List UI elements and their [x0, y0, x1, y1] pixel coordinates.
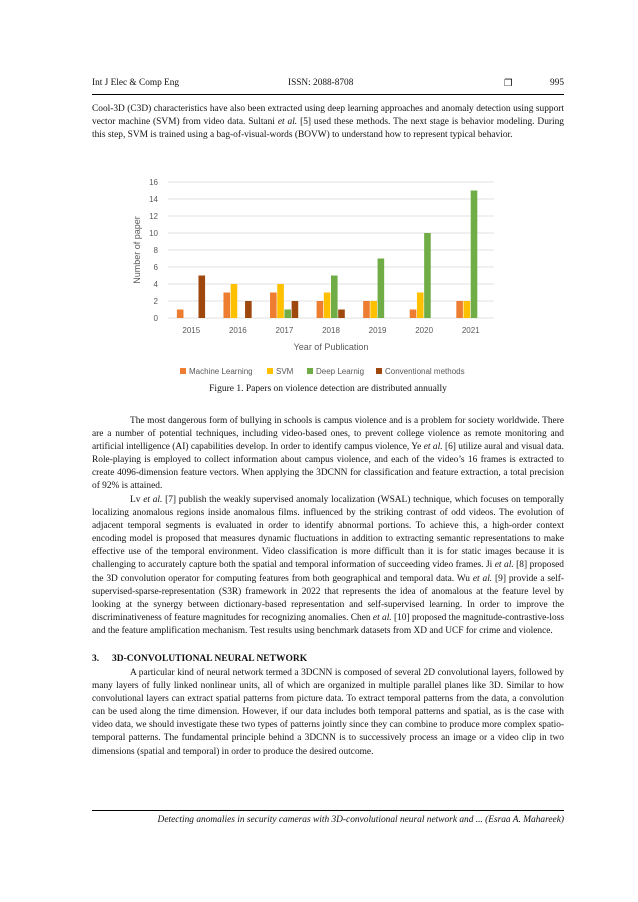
- y-tick-label: 12: [149, 212, 158, 221]
- bar-conventional-methods: [338, 310, 345, 319]
- y-tick-label: 14: [149, 195, 158, 204]
- legend-label: Deep Learnig: [316, 367, 365, 376]
- text-run: [9] provide a self-supervised-sparse-representation (S3R) framework in 2022 that represents the idea of anomalous at the feature level by looking at the synergy between dictionary-based representation and self-supervised learning. In order to improve the discriminativeness of feature magnitudes for recognizing anomalies. Chen: [92, 573, 565, 623]
- y-tick-label: 10: [149, 229, 158, 238]
- x-axis-label: Year of Publication: [293, 342, 369, 352]
- legend-label: Machine Learning: [189, 367, 253, 376]
- legend-swatch: [376, 368, 382, 374]
- italic-run: et al.: [472, 573, 493, 584]
- bar-machine-learning: [317, 301, 324, 318]
- paragraph-2: [92, 415, 564, 494]
- bar-conventional-methods: [245, 301, 252, 318]
- header-rule: [92, 94, 564, 95]
- bar-machine-learning: [456, 301, 463, 318]
- text-run: [10] proposed the magnitude-contrastive-loss and the feature amplification mechanism. Test results using benchmark datasets from XD and UCF for crime and violence.: [92, 612, 565, 636]
- page-number: 995: [550, 78, 564, 88]
- bar-svm: [231, 284, 238, 318]
- x-tick-label: 2020: [415, 326, 434, 335]
- x-tick-label: 2018: [322, 326, 340, 335]
- italic-run: et al.: [372, 612, 392, 623]
- text-run: Lv: [130, 495, 144, 505]
- italic-run: et al.: [494, 560, 514, 571]
- section-title: 3D-CONVOLUTIONAL NEURAL NETWORK: [112, 654, 308, 664]
- bar-svm: [277, 284, 284, 318]
- bar-conventional-methods: [292, 301, 299, 318]
- bar-svm: [370, 301, 377, 318]
- journal-name: Int J Elec & Comp Eng: [92, 78, 180, 88]
- page-footer: Detecting anomalies in security cameras with 3D-convolutional neural network and ... (Esraa A. Mahareek): [157, 815, 564, 825]
- y-axis-label: Number of paper: [132, 216, 142, 284]
- figure-1: [92, 168, 564, 390]
- y-tick-label: 2: [153, 297, 158, 306]
- paragraph-4: [92, 667, 564, 759]
- paragraph-3: [92, 494, 564, 638]
- text-run: A particular kind of neural network termed a 3DCNN is composed of several 2D convolutional layers, followed by many layers of fully linked nonlinear units, all of which are organized in multiple parallel planes like 3D. Similar to how convolutional layers can extract spatial patterns from picture data. To extract temporal patterns from the data, a convolution can be used along the time dimension. However, if our data includes both temporal patterns and spatial, as is the case with video data, we should investigate these two types of patterns jointly since they can combine to produce more complex spatio-temporal patterns. The fundamental principle behind a 3DCNN is to successively process an image or a video clip in two dimensions (spatial and temporal) in order to produce the desired outcome.: [92, 668, 564, 757]
- legend-swatch: [267, 368, 273, 374]
- italic-run: et al.: [143, 495, 163, 505]
- bar-deep-learnig: [331, 276, 338, 319]
- intro-paragraph: [92, 103, 564, 142]
- legend-swatch: [180, 368, 186, 374]
- text-run: Cool-3D (C3D) characteristics have also been extracted using deep learning approaches and anomaly detection using support vector machine (SVM) from video data. Sultani: [92, 104, 564, 128]
- bar-svm: [417, 293, 424, 319]
- y-tick-label: 4: [153, 280, 158, 289]
- y-tick-label: 6: [153, 263, 158, 272]
- italic-run: et al.: [277, 117, 298, 128]
- y-tick-label: 8: [153, 246, 158, 255]
- bar-deep-learnig: [424, 233, 431, 318]
- x-tick-label: 2019: [368, 326, 387, 335]
- page-header: [92, 78, 564, 94]
- legend-swatch: [307, 368, 313, 374]
- y-tick-label: 0: [153, 314, 158, 323]
- box-icon: ❒: [504, 79, 513, 89]
- legend-label: SVM: [276, 367, 294, 376]
- bar-machine-learning: [363, 301, 370, 318]
- text-run: [5] used these methods. The next stage is behavior modeling. During this step, SVM is trained using a bag-of-visual-words (BOVW) to understand how to represent typical behavior.: [92, 117, 564, 141]
- bar-machine-learning: [410, 310, 417, 319]
- text-run: The most dangerous form of bullying in schools is campus violence and is a problem for society worldwide. There are a number of potential techniques, including video-based ones, to prevent college violence as remote monitoring and artificial intelligence (AI) capabilities develop. In order to identify campus violence, Ye: [92, 416, 564, 453]
- bar-chart: [92, 168, 564, 390]
- bar-deep-learnig: [284, 310, 291, 319]
- footer-rule: [92, 810, 564, 811]
- issn: ISSN: 2088-8708: [288, 78, 354, 88]
- text-run: [6] utilize aural and visual data. Role-playing is employed to collect information about campus violence, and each of the video’s 16 frames is extracted to create 4096-dimension feature vectors. When applying the 3DCNN for classification and feature extraction, a total precision of 92% is attained.: [92, 442, 565, 492]
- bar-machine-learning: [177, 310, 184, 319]
- bar-svm: [464, 301, 471, 318]
- figure-caption: Figure 1. Papers on violence detection are distributed annually: [209, 384, 447, 394]
- y-tick-label: 16: [149, 178, 158, 187]
- bar-conventional-methods: [198, 276, 205, 319]
- italic-run: et al.: [423, 442, 443, 453]
- x-tick-label: 2017: [275, 326, 294, 335]
- bar-machine-learning: [270, 293, 277, 319]
- legend-label: Conventional methods: [385, 367, 465, 376]
- section-number: 3.: [92, 654, 100, 664]
- x-tick-label: 2021: [461, 326, 480, 335]
- x-tick-label: 2016: [228, 326, 247, 335]
- x-tick-label: 2015: [182, 326, 201, 335]
- text-run: [8] proposed the 3D convolution operator for computing features from both geographical and temporal data. Wu: [92, 560, 564, 584]
- bar-deep-learnig: [471, 191, 478, 319]
- bar-svm: [324, 293, 331, 319]
- bar-machine-learning: [223, 293, 230, 319]
- bar-deep-learnig: [378, 259, 385, 319]
- text-run: [7] publish the weakly supervised anomaly localization (WSAL) technique, which focuses on temporally localizing anomalous regions inside anomalous films. influenced by the striking contrast of odd videos. The evolution of adjacent temporal segments is evaluated in order to identify abnormal portions. To achieve this, a high-order context encoding model is proposed that measures dynamic fluctuations in addition to extracting semantic representations to make effective use of the temporal environment. Video classification is more difficult than it is for static images because it is challenging to accurately capture both the spatial and temporal information of succeeding video frames. Ji: [92, 495, 565, 571]
